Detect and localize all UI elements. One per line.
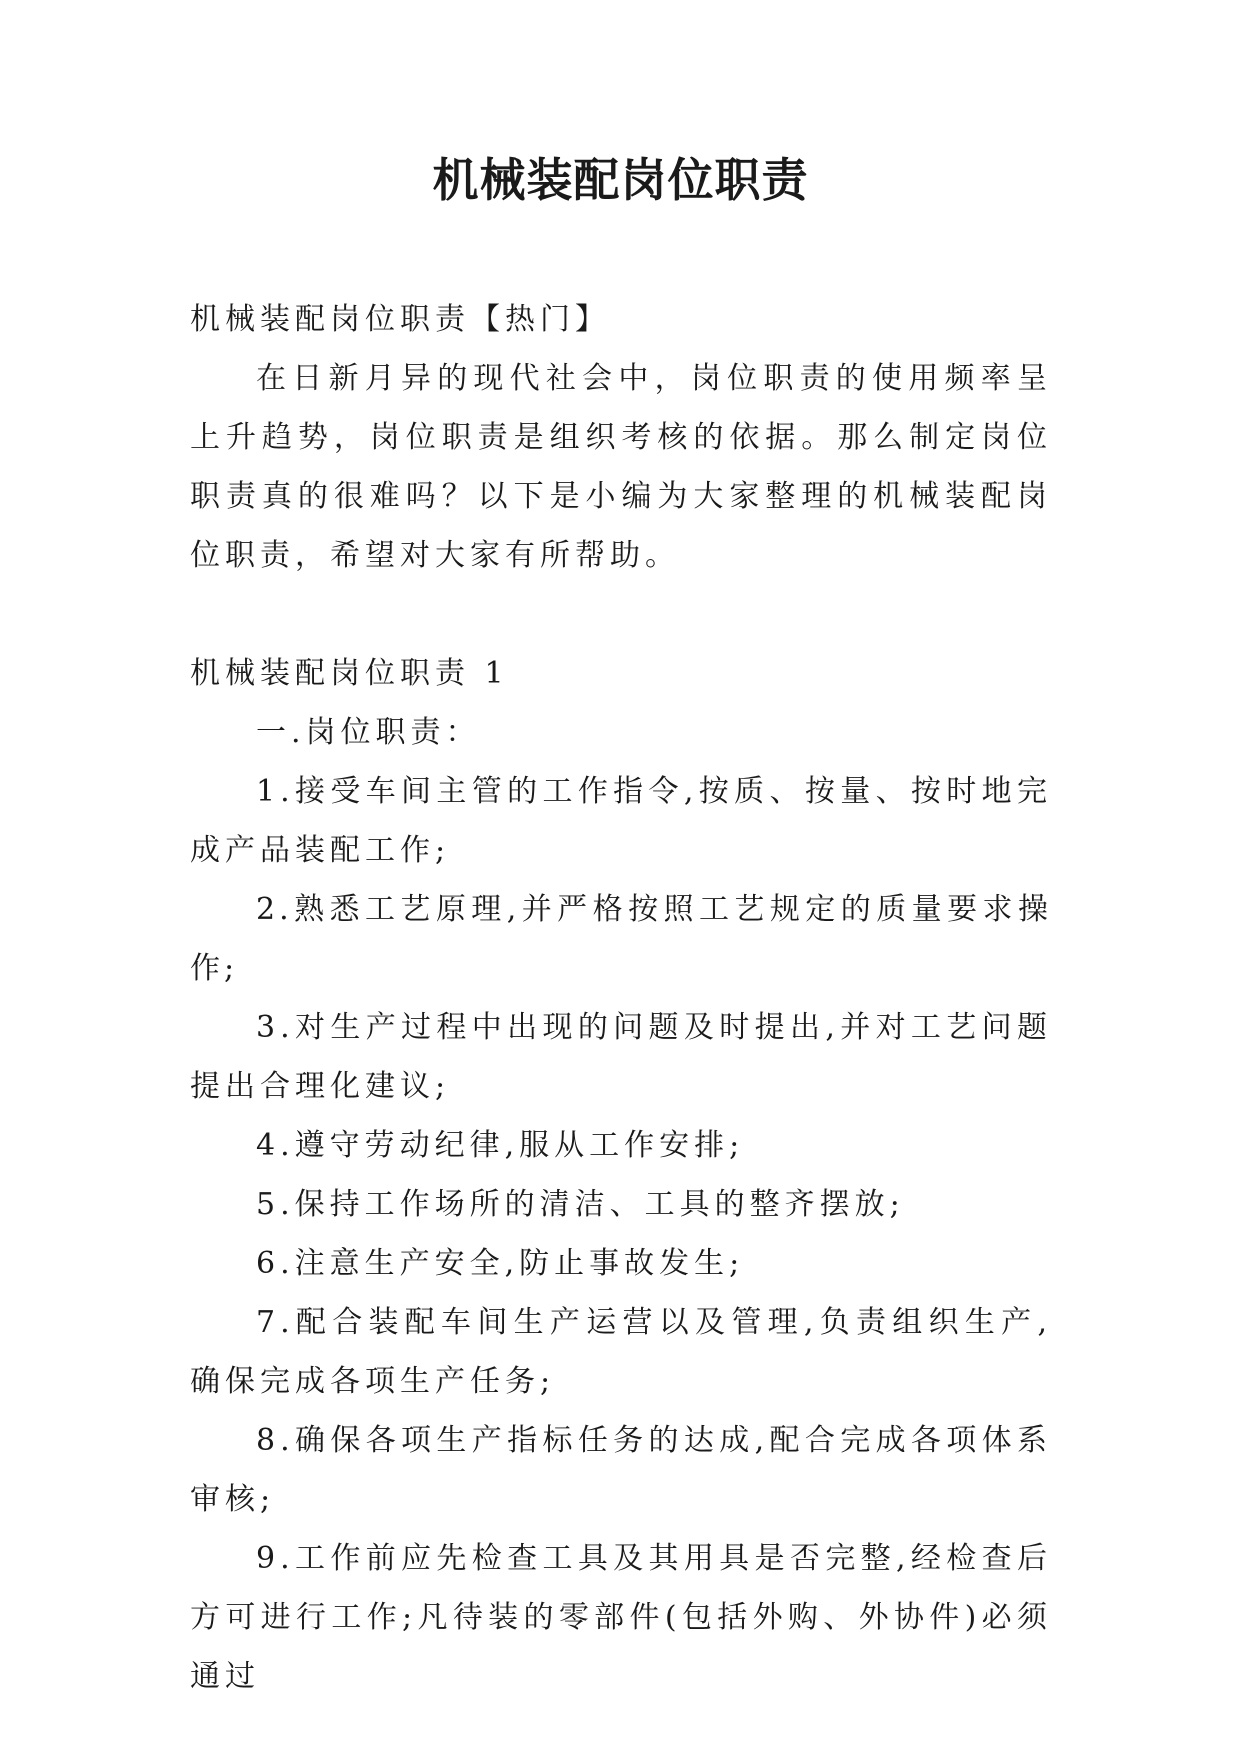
duty-item-1: 1.接受车间主管的工作指令,按质、按量、按时地完成产品装配工作; xyxy=(190,774,1052,868)
duty-item-8: 8.确保各项生产指标任务的达成,配合完成各项体系审核; xyxy=(190,1423,1052,1517)
paragraph-gap xyxy=(190,585,1052,644)
duty-item-2: 2.熟悉工艺原理,并严格按照工艺规定的质量要求操作; xyxy=(190,892,1052,986)
duty-item-6: 6.注意生产安全,防止事故发生; xyxy=(256,1246,745,1281)
duty-item-9: 9.工作前应先检查工具及其用具是否完整,经检查后方可进行工作;凡待装的零部件(包括外购、外协件)必须通过 xyxy=(190,1541,1052,1694)
section-heading: 机械装配岗位职责 1 xyxy=(190,656,509,691)
intro-paragraph: 在日新月异的现代社会中，岗位职责的使用频率呈上升趋势，岗位职责是组织考核的依据。那么制定岗位职责真的很难吗？以下是小编为大家整理的机械装配岗位职责，希望对大家有所帮助。 xyxy=(190,361,1052,573)
document-subtitle: 机械装配岗位职责【热门】 xyxy=(190,302,610,337)
duty-item-3: 3.对生产过程中出现的问题及时提出,并对工艺问题提出合理化建议; xyxy=(190,1010,1052,1104)
document-body xyxy=(190,290,1052,1706)
duty-item-4: 4.遵守劳动纪律,服从工作安排; xyxy=(256,1128,745,1163)
duty-item-7: 7.配合装配车间生产运营以及管理,负责组织生产,确保完成各项生产任务; xyxy=(190,1305,1052,1399)
section-subheading: 一.岗位职责： xyxy=(256,715,481,750)
duty-item-5: 5.保持工作场所的清洁、工具的整齐摆放; xyxy=(256,1187,905,1222)
page-title: 机械装配岗位职责 xyxy=(432,153,809,207)
